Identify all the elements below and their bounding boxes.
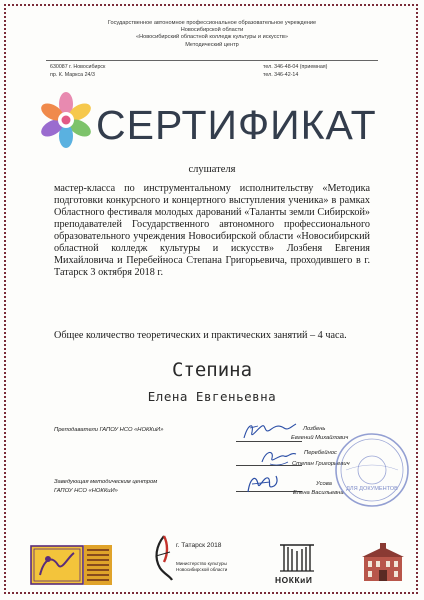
ministry-name [176, 561, 227, 573]
head-label-line-2: ГАПОУ НСО «НОККиИ» [54, 488, 118, 494]
header-line-4: Методический центр [185, 41, 239, 48]
head-label-line-1: Заведующая методическим центром [54, 479, 158, 485]
teacher1-surname: Лозбень [303, 426, 326, 432]
recipient-surname: Степина [171, 359, 253, 381]
official-stamp-icon [332, 430, 412, 510]
stamp-text: ДЛЯ ДОКУМЕНТОВ [346, 486, 398, 492]
phone-reception: тел. 346-48-04 (приемная) [263, 64, 328, 70]
college-brand: НОККиИ [275, 575, 313, 585]
ministry-line-1: Министерство культуры [176, 561, 227, 566]
header-line-2: Новосибирской области [180, 27, 244, 34]
city-year: г. Татарск 2018 [176, 542, 222, 549]
teacher1-signature-icon [240, 418, 300, 444]
header-line-1: Государственное автономное профессиональное образовательное учреждение [107, 20, 317, 26]
postal-city: 630087 г. Новосибирск [50, 64, 106, 70]
teacher2-given: Степан Григорьевич [292, 461, 350, 467]
teachers-label: Преподаватели ГАПОУ НСО «НОККиИ» [54, 427, 164, 433]
certificate-title: СЕРТИФИКАТ [96, 102, 377, 148]
head-signature-icon [244, 470, 280, 498]
ministry-emblem-icon [150, 534, 174, 582]
header-divider [46, 60, 378, 61]
teacher2-signature-icon [258, 446, 302, 468]
audience-line: слушателя [188, 164, 236, 175]
festival-banner-icon [84, 545, 112, 585]
college-building-icon [360, 543, 406, 583]
certificate-body: мастер-класса по инструментальному исполнительству «Методика подготовки конкурсного и концертного выступления ученика» в рамках Областного фестиваля молодых дарований «Таланты земли Сибирской» преподавателей Государственного автономного профессионального образовательного учреждения Новосибирской области «Новосибирский областной колледж культуры и искусств» Лозбеня Евгения Михайловича и Перебейноса Степана Григорьевича, проходившего в г. Татарск 3 октября 2018 г. [54, 183, 370, 278]
ministry-line-2: Новосибирской области [176, 567, 228, 572]
phone-numbers [263, 63, 327, 79]
college-columns-icon [278, 541, 316, 573]
phone-second: тел. 346-42-14 [263, 72, 299, 78]
head-surname: Усова [316, 481, 332, 487]
festival-flower-logo [36, 90, 96, 150]
teacher1-given: Евгений Михайлович [291, 435, 349, 441]
postal-address [50, 63, 105, 79]
institution-header [0, 20, 424, 49]
recipient-given-names: Елена Евгеньевна [147, 389, 277, 404]
header-line-3: «Новосибирский областной колледж культуры и искусств» [136, 34, 288, 41]
head-given: Елена Васильевна [293, 490, 344, 496]
hours-statement: Общее количество теоретических и практических занятий – 4 часа. [54, 330, 347, 341]
festival-emblem-icon [30, 545, 84, 585]
postal-street: пр. К. Маркса 24/3 [50, 72, 95, 78]
teacher2-surname: Перебейнос [304, 450, 337, 456]
